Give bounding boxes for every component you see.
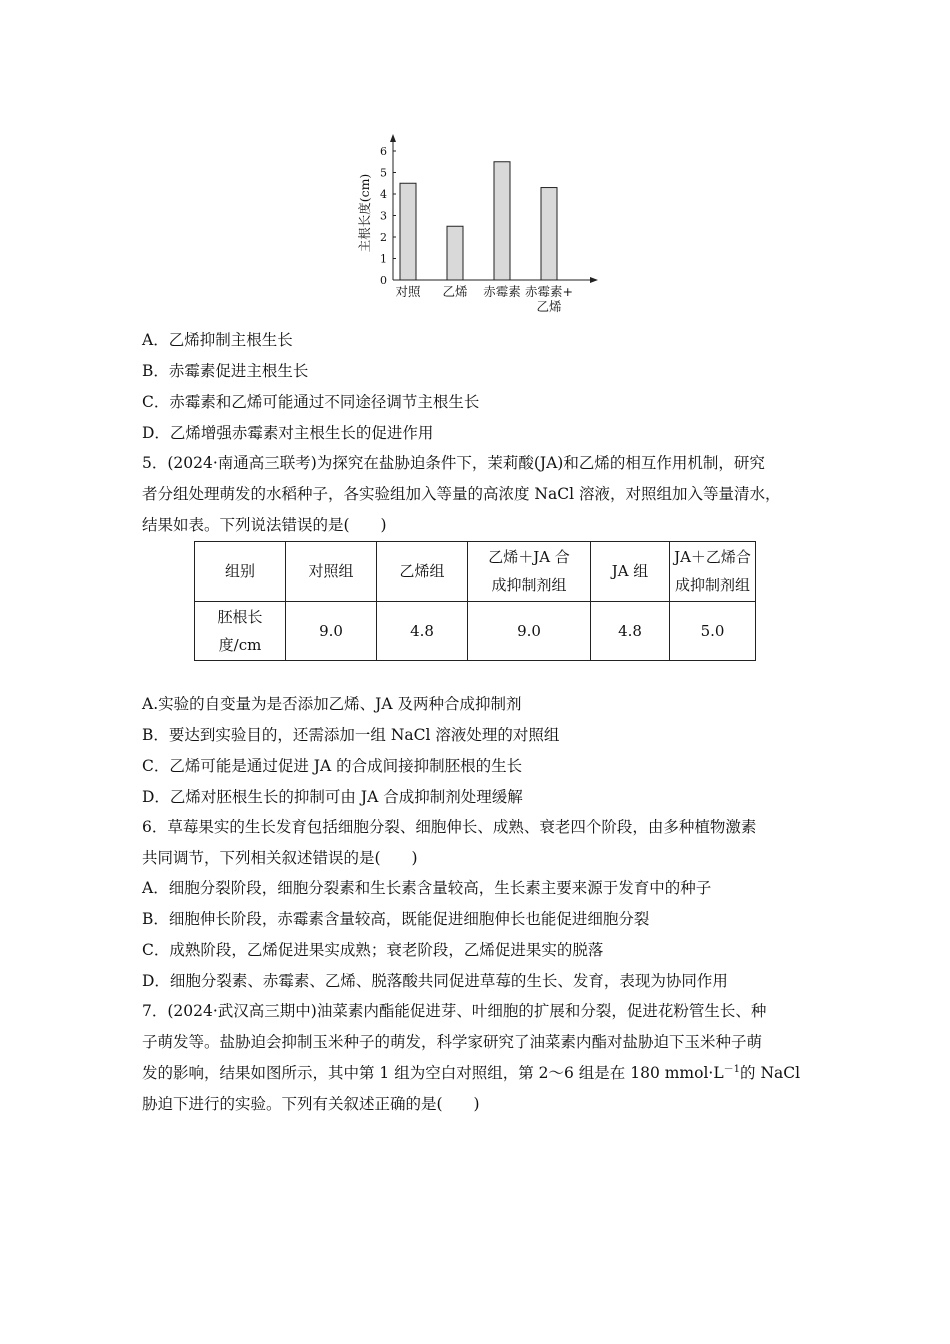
x-tick-label: 对照 <box>395 284 421 299</box>
y-axis-arrow <box>390 134 396 142</box>
root-length-bar-chart <box>357 128 610 320</box>
table-header-row <box>195 542 756 602</box>
header-control: 对照组 <box>286 542 377 602</box>
q4-option-c: C．赤霉素和乙烯可能通过不同途径调节主根生长 <box>142 393 480 411</box>
header-ja-ethylene-inhibitor: JA＋乙烯合 成抑制剂组 <box>670 542 756 602</box>
header-ja: JA 组 <box>591 542 670 602</box>
q6-stem-line1: 6．草莓果实的生长发育包括细胞分裂、细胞伸长、成熟、衰老四个阶段，由多种植物激素 <box>142 818 757 836</box>
y-tick-label: 2 <box>380 231 387 244</box>
value-ja: 4.8 <box>591 601 670 661</box>
header-ethylene-ja-inhibitor: 乙烯＋JA 合 成抑制剂组 <box>468 542 591 602</box>
y-tick-label: 3 <box>380 209 387 223</box>
value-ja-ethylene-inhibitor: 5.0 <box>670 601 756 661</box>
y-tick-label: 4 <box>380 188 387 201</box>
x-axis-arrow <box>590 277 598 283</box>
y-ticks <box>380 145 396 287</box>
q4-option-a: A．乙烯抑制主根生长 <box>142 331 293 349</box>
q7-stem-line3: 发的影响，结果如图所示，其中第 1 组为空白对照组，第 2～6 组是在 180 $mmol\cdot L^{-1}$的 NaCl <box>142 1063 801 1082</box>
y-tick-label: 6 <box>380 145 387 158</box>
q5-option-b: B．要达到实验目的，还需添加一组 NaCl 溶液处理的对照组 <box>142 726 560 744</box>
x-tick-label: 赤霉素+ <box>525 284 573 299</box>
x-tick-label: 乙烯 <box>442 284 468 299</box>
q6-option-a: A．细胞分裂阶段，细胞分裂素和生长素含量较高，生长素主要来源于发育中的种子 <box>142 879 712 897</box>
q5-stem-line2: 者分组处理萌发的水稻种子，各实验组加入等量的高浓度 NaCl 溶液，对照组加入等量清水， <box>142 485 781 503</box>
x-tick-label: 乙烯 <box>536 299 562 314</box>
row-label: 胚根长 度/cm <box>195 601 286 661</box>
q5-option-a: A.实验的自变量为是否添加乙烯、JA 及两种合成抑制剂 <box>142 695 522 713</box>
q4-option-b: B．赤霉素促进主根生长 <box>142 362 309 380</box>
x-tick-label: 赤霉素 <box>483 284 521 299</box>
bars <box>400 162 557 280</box>
q7-stem-line4: 胁迫下进行的实验。下列有关叙述正确的是( ) <box>142 1095 480 1113</box>
y-tick-label: 5 <box>380 166 387 180</box>
q4-option-d: D．乙烯增强赤霉素对主根生长的促进作用 <box>142 424 434 442</box>
y-axis-label: 主根长度(cm) <box>357 173 372 253</box>
q6-option-d: D．细胞分裂素、赤霉素、乙烯、脱落酸共同促进草莓的生长、发育，表现为协同作用 <box>142 972 728 990</box>
x-tick-labels <box>395 284 573 314</box>
y-tick-label: 0 <box>380 274 387 287</box>
q5-option-d: D．乙烯对胚根生长的抑制可由 JA 合成抑制剂处理缓解 <box>142 788 523 806</box>
y-tick-label: 1 <box>380 252 387 266</box>
value-ethylene: 4.8 <box>377 601 468 661</box>
bar <box>494 162 510 280</box>
header-ethylene: 乙烯组 <box>377 542 468 602</box>
q5-option-c: C．乙烯可能是通过促进 JA 的合成间接抑制胚根的生长 <box>142 757 523 775</box>
q7-stem-line2: 子萌发等。盐胁迫会抑制玉米种子的萌发，科学家研究了油菜素内酯对盐胁迫下玉米种子萌 <box>142 1033 763 1051</box>
bar <box>400 183 416 280</box>
bar <box>447 226 463 280</box>
header-group: 组别 <box>195 542 286 602</box>
q7-stem-line1: 7．(2024·武汉高三期中)油菜素内酯能促进芽、叶细胞的扩展和分裂，促进花粉管生长、种 <box>142 1002 767 1020</box>
q6-option-b: B．细胞伸长阶段，赤霉素含量较高，既能促进细胞伸长也能促进细胞分裂 <box>142 910 650 928</box>
q5-stem-line3: 结果如表。下列说法错误的是( ) <box>142 516 387 534</box>
q6-stem-line2: 共同调节，下列相关叙述错误的是( ) <box>142 849 418 867</box>
table-row <box>195 601 756 661</box>
value-control: 9.0 <box>286 601 377 661</box>
value-ethylene-ja-inhibitor: 9.0 <box>468 601 591 661</box>
q5-data-table <box>194 541 756 661</box>
q6-option-c: C．成熟阶段，乙烯促进果实成熟；衰老阶段，乙烯促进果实的脱落 <box>142 941 604 959</box>
q5-stem-line1: 5．(2024·南通高三联考)为探究在盐胁迫条件下，茉莉酸(JA)和乙烯的相互作用机制，研究 <box>142 454 765 472</box>
bar <box>541 188 557 280</box>
